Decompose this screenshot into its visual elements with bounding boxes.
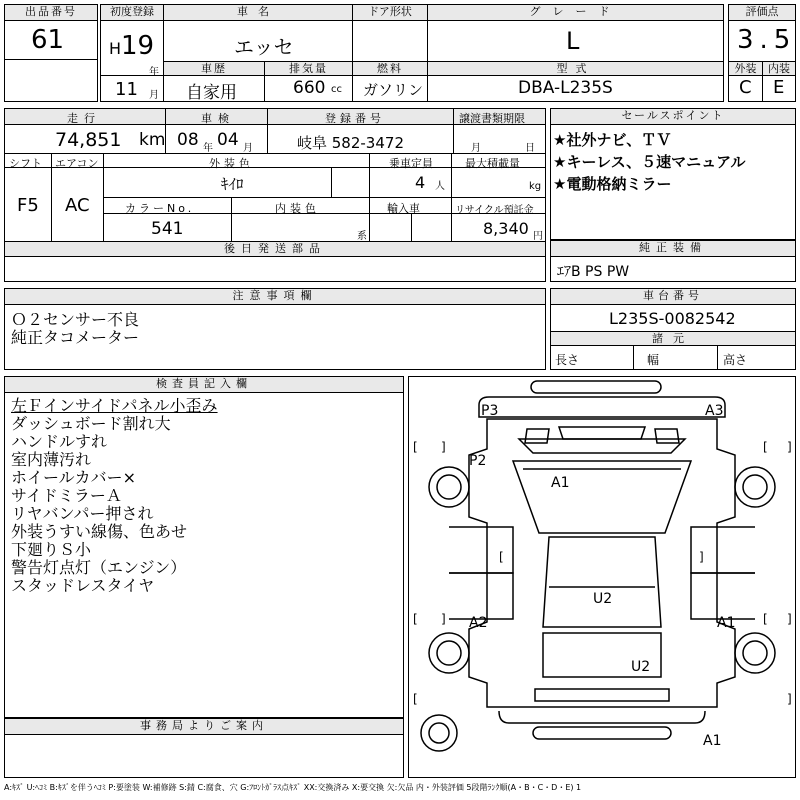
- import-label: 輸入車: [387, 202, 420, 215]
- load-unit: kg: [529, 181, 542, 192]
- int-color-label: 内装色: [275, 202, 320, 215]
- inspector-line: サイドミラーＡ: [11, 486, 122, 505]
- sales-point: ★社外ナビ、ＴＶ: [553, 131, 672, 149]
- sales-points-label: セールスポイント: [551, 109, 795, 125]
- notes-box: [4, 288, 546, 370]
- exterior-label: 外装: [729, 62, 762, 76]
- grade-box: [427, 4, 724, 62]
- interior-grade: E: [773, 77, 785, 98]
- lot-number: 61: [31, 25, 65, 55]
- inspection-label: 車検: [201, 112, 235, 125]
- transfer-label: 譲渡書類期限: [459, 112, 525, 125]
- svg-text:]: ]: [441, 440, 446, 454]
- first-reg-box: [100, 4, 164, 76]
- inspector-line: リヤバンパー押され: [11, 504, 154, 523]
- displacement-box: [264, 61, 353, 102]
- mileage-unit: km: [139, 130, 166, 150]
- color-no-label: カラーNo.: [125, 202, 195, 215]
- car-name-box: [163, 4, 353, 62]
- mileage-value: 74,851: [55, 129, 122, 151]
- inspector-line: ハンドルすれ: [11, 432, 108, 451]
- office-label: 事務局よりご案内: [5, 719, 403, 735]
- shift-value: F5: [17, 195, 39, 216]
- exterior-grade-box: [728, 61, 763, 102]
- capacity-value: 4: [415, 173, 426, 192]
- mileage-label: 走行: [67, 112, 101, 125]
- width-label: 幅: [647, 353, 660, 367]
- mark-u2-rear: U2: [631, 659, 651, 675]
- score-value: 3.5: [737, 25, 797, 55]
- door-box: [352, 4, 428, 62]
- capacity-label: 乗車定員: [389, 157, 433, 170]
- later-parts-label: 後日発送部品: [5, 242, 545, 257]
- equipment-value: ｴｱB PS PW: [557, 264, 630, 280]
- mark-u2-top: U2: [593, 591, 613, 607]
- inspector-line: 室内薄汚れ: [11, 450, 92, 469]
- inspector-line: ホイールカバー×: [11, 468, 137, 487]
- note-line: 純正タコメーター: [11, 328, 140, 347]
- first-reg-month-box: [100, 75, 164, 102]
- displacement-unit: cc: [331, 84, 342, 95]
- mark-a1-roof: A1: [551, 475, 570, 491]
- model-value: DBA-L235S: [518, 78, 613, 98]
- displacement-value: 660: [293, 78, 326, 98]
- equipment-box: [550, 240, 796, 282]
- interior-label: 内装: [763, 62, 795, 76]
- chassis-box: [550, 288, 796, 370]
- recycle-label: リサイクル預託金: [455, 205, 534, 216]
- mark-a3: A3: [705, 403, 724, 419]
- transfer-day: 日: [525, 143, 535, 154]
- color-no-value: 541: [151, 219, 184, 239]
- insp-year-unit: 年: [203, 143, 213, 154]
- load-label: 最大積載量: [465, 157, 520, 170]
- dims-label: 諸元: [551, 331, 795, 346]
- inspector-line: スタッドレスタイヤ: [11, 576, 155, 595]
- equipment-label: 純正装備: [551, 241, 795, 257]
- fuel-value: ガソリン: [363, 81, 424, 99]
- era: H: [109, 39, 122, 58]
- registration-number: 岐阜 582-3472: [297, 134, 404, 152]
- svg-text:[: [: [763, 612, 768, 626]
- svg-text:]: ]: [787, 692, 792, 706]
- month-unit: 月: [149, 90, 159, 101]
- car-diagram-box: [408, 376, 796, 778]
- ext-color-label: 外装色: [209, 157, 254, 170]
- inspector-label: 検査員記入欄: [5, 377, 403, 393]
- height-label: 高さ: [723, 353, 748, 367]
- length-label: 長さ: [555, 353, 580, 367]
- svg-text:[: [: [413, 612, 418, 626]
- inspector-line: ダッシュボード割れ大: [11, 414, 171, 433]
- model-box: [427, 61, 724, 102]
- recycle-unit: 円: [533, 231, 543, 242]
- interior-grade-box: [762, 61, 796, 102]
- svg-text:[: [: [413, 440, 418, 454]
- note-line: Ｏ２センサー不良: [11, 310, 140, 329]
- exterior-grade: C: [739, 77, 752, 98]
- mark-p2: P2: [469, 453, 487, 469]
- mark-a2: A2: [469, 615, 488, 631]
- history-label: 車歴: [164, 62, 264, 76]
- first-reg-label: 初度登録: [101, 5, 163, 21]
- transfer-month: 月: [471, 143, 481, 154]
- inspector-line: 下廻りＳ小: [11, 540, 92, 559]
- model-label: 型式: [428, 62, 723, 76]
- mark-p3: P3: [481, 403, 499, 419]
- history-value: 自家用: [186, 83, 237, 103]
- mark-a1-bottom: A1: [703, 733, 722, 749]
- notes-label: 注意事項欄: [5, 289, 545, 305]
- chassis-label: 車台番号: [551, 289, 795, 305]
- inspection-year: 08: [177, 130, 199, 150]
- inspector-line: 外装うすい線傷、色あせ: [11, 522, 188, 541]
- car-name-label: 車名: [164, 5, 352, 21]
- svg-text:]: ]: [699, 550, 704, 564]
- inspector-box: [4, 376, 404, 718]
- insp-month-unit: 月: [243, 143, 253, 154]
- svg-text:]: ]: [787, 612, 792, 626]
- first-reg-year: 19: [121, 31, 155, 61]
- svg-text:[: [: [763, 440, 768, 454]
- chassis-number: L235S-0082542: [609, 309, 736, 328]
- shift-label: シフト: [9, 157, 42, 170]
- sales-points-box: [550, 108, 796, 240]
- fuel-box: [352, 61, 428, 102]
- sales-point: ★キーレス、５速マニュアル: [553, 153, 746, 171]
- car-diagram: [409, 377, 795, 777]
- inspector-line: 警告灯点灯（エンジン）: [11, 558, 187, 577]
- door-label: ドア形状: [353, 5, 427, 21]
- inspection-month: 04: [217, 130, 239, 150]
- svg-text:[: [: [499, 550, 504, 564]
- grade-value: L: [566, 27, 580, 55]
- lot-number-lower-box: [4, 59, 98, 102]
- int-color-unit: 系: [357, 231, 367, 242]
- notes-list: [11, 311, 139, 347]
- displacement-label: 排気量: [265, 62, 352, 76]
- inspector-line: 左Ｆインサイドパネル小歪み: [11, 396, 218, 415]
- sales-point: ★電動格納ミラー: [553, 175, 672, 193]
- fuel-label: 燃料: [353, 62, 427, 76]
- legend-footer: A:ｷｽﾞ U:ﾍｺﾐ B:ｷｽﾞを伴うﾍｺﾐ P:要塗装 W:補修跡 S:錆 C:腐食、穴 G:ﾌﾛﾝﾄｶﾞﾗｽ点ｷｽﾞ XX:交換済み X:要交換 欠:欠品 内・外装評価 5段階ﾗﾝｸ順(A・B・C・D・E) 1: [4, 783, 582, 792]
- ext-color-value: ｷｲﾛ: [221, 175, 244, 193]
- capacity-unit: 人: [435, 181, 445, 192]
- ac-label: エアコン: [55, 157, 99, 170]
- mark-a1-right: A1: [717, 615, 736, 631]
- lot-number-box: [4, 4, 98, 60]
- recycle-value: 8,340: [483, 219, 529, 238]
- svg-text:[: [: [413, 692, 418, 706]
- lot-number-label: 出品番号: [5, 5, 97, 21]
- sales-points-list: [553, 129, 746, 195]
- inspector-list: [11, 397, 218, 595]
- svg-text:]: ]: [441, 612, 446, 626]
- first-reg-month: 11: [115, 79, 138, 100]
- ac-value: AC: [65, 195, 90, 216]
- score-label: 評価点: [729, 5, 795, 21]
- grade-label: グレード: [428, 5, 723, 21]
- svg-text:]: ]: [787, 440, 792, 454]
- office-box: [4, 718, 404, 778]
- car-name: エッセ: [234, 35, 294, 59]
- vehicle-info-block: [4, 108, 546, 282]
- history-box: [163, 61, 265, 102]
- score-box: [728, 4, 796, 62]
- reg-no-label: 登録番号: [325, 112, 385, 125]
- year-unit: 年: [149, 67, 159, 78]
